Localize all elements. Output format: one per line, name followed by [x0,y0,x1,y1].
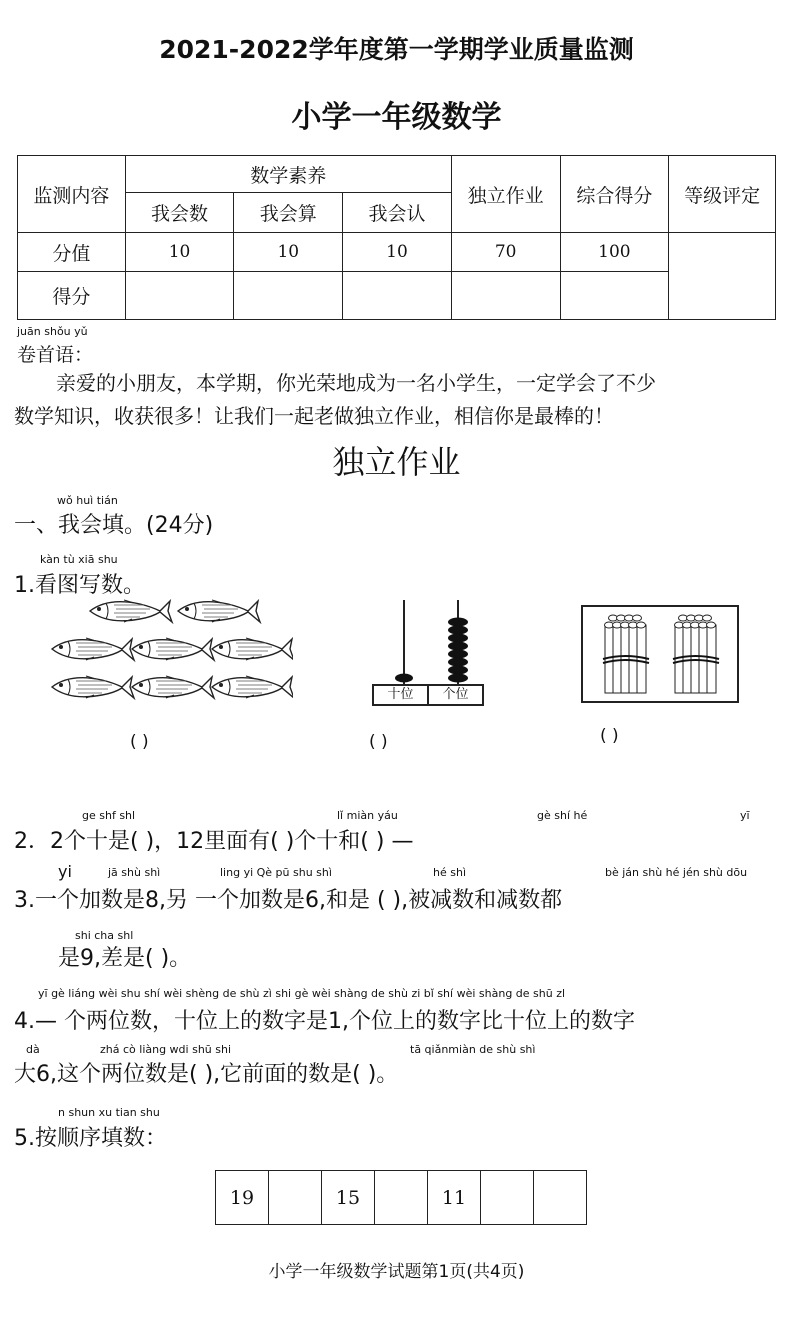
abacus-beads [370,598,486,688]
sequence-blank-cell[interactable] [481,1171,534,1225]
sequence-cell: 15 [322,1171,375,1225]
preface-line-2: 数学知识，收获很多！让我们一起老做独立作业，相信你是最棒的！ [14,404,614,428]
sequence-table [215,1170,587,1225]
col-total: 综合得分 [560,156,669,233]
score-blank-cell[interactable] [560,272,669,320]
q1-answer-fish[interactable]: ( ) [130,732,149,752]
score-table [17,155,776,320]
q3-pinyin-d: hé shì [433,866,466,879]
sequence-blank-cell[interactable] [269,1171,322,1225]
value-cell: 100 [560,233,669,272]
fish-illustration [48,596,293,708]
row-head-monitor: 监测内容 [18,156,126,233]
q4-pinyin-2b: zhá cò liàng wdi shū shi [100,1043,232,1056]
exam-title: 2021-2022学年度第一学期学业质量监测 [159,35,634,64]
score-blank-cell[interactable] [451,272,560,320]
preface-line-1: 亲爱的小朋友，本学期，你光荣地成为一名小学生，一定学会了不少 [56,371,656,395]
part1-pinyin: wǒ huì tián [57,494,118,507]
value-cell: 10 [343,233,452,272]
col-independent: 独立作业 [451,156,560,233]
score-blank-cell[interactable] [234,272,343,320]
sequence-cell: 11 [428,1171,481,1225]
q2-pinyin-b: lǐ miàn yáu [337,809,398,822]
q3-pinyin-e: bè ján shù hé jén shù dōu [605,866,748,879]
value-cell: 10 [125,233,234,272]
q3-pinyin-c: ling yi Qè pū shu shì [220,866,332,879]
sub-count: 我会数 [125,193,234,233]
q4-text-line-1: 4.— 个两位数，十位上的数字是1,个位上的数字比十位上的数字 [14,1009,635,1034]
sub-calc: 我会算 [234,193,343,233]
q2-pinyin-d: yī [740,809,750,822]
q4-pinyin-2a: dà [26,1043,40,1056]
value-cell: 10 [234,233,343,272]
abacus-illustration [370,598,486,710]
q3-pinyin-b: jā shù shì [108,866,161,879]
q5-text: 5.按顺序填数： [14,1126,167,1151]
value-cell: 70 [451,233,560,272]
q2-pinyin-c: gè shí hé [537,809,588,822]
abacus-ones-label: 个位 [442,687,469,702]
q1-pinyin: kàn tù xiā shu [40,553,118,566]
abacus-tens-label: 十位 [374,686,429,704]
stick-bundles-illustration [581,605,739,703]
exam-subtitle: 小学一年级数学 [291,100,502,135]
abacus-base [372,684,484,706]
q2-text: 2．2个十是( )，12里面有( )个十和( ) — [14,829,414,854]
q3-pinyin-a: yi [58,862,72,881]
sequence-cell: 19 [216,1171,269,1225]
q1-answer-sticks[interactable]: ( ) [600,726,619,746]
q3-text-line-1: 3.一个加数是8,另 一个加数是6,和是 ( ),被减数和减数都 [14,888,563,913]
score-blank-cell[interactable] [125,272,234,320]
page-footer: 小学一年级数学试题第1页(共4页) [268,1262,525,1282]
row-head-value: 分值 [18,233,126,272]
preface-pinyin: juān shǒu yǔ [17,325,88,338]
q1-answer-abacus[interactable]: ( ) [369,732,388,752]
preface-title: 卷首语： [17,344,94,366]
stick-bundles [583,607,737,701]
part1-title: 一、我会填。(24分) [14,513,214,538]
q4-text-line-2: 大6,这个两位数是( ),它前面的数是( )。 [14,1062,399,1087]
group-header: 数学素养 [125,156,451,193]
q1-text: 1.看图写数。 [14,573,145,598]
q4-pinyin-2c: tā qiǎnmiàn de shù shì [410,1043,536,1056]
score-blank-cell[interactable] [343,272,452,320]
section-title: 独立作业 [332,443,461,481]
sequence-blank-cell[interactable] [534,1171,587,1225]
q3-text-line-2: 是9,差是( )。 [58,946,192,971]
q4-pinyin-line-1: yī gè liáng wèi shu shí wèi shèng de shù zì shi gè wèi shàng de shù zi bǐ shí wèi shàng de shū zl [38,987,566,1000]
sub-recognize: 我会认 [343,193,452,233]
sequence-blank-cell[interactable] [375,1171,428,1225]
grade-blank-cell[interactable] [669,233,776,320]
q3-pinyin-f: shi cha shl [75,929,134,942]
q2-pinyin-a: ge shf shl [82,809,136,822]
q5-pinyin: n shun xu tian shu [58,1106,160,1119]
col-grade: 等级评定 [669,156,776,233]
row-head-score: 得分 [18,272,126,320]
